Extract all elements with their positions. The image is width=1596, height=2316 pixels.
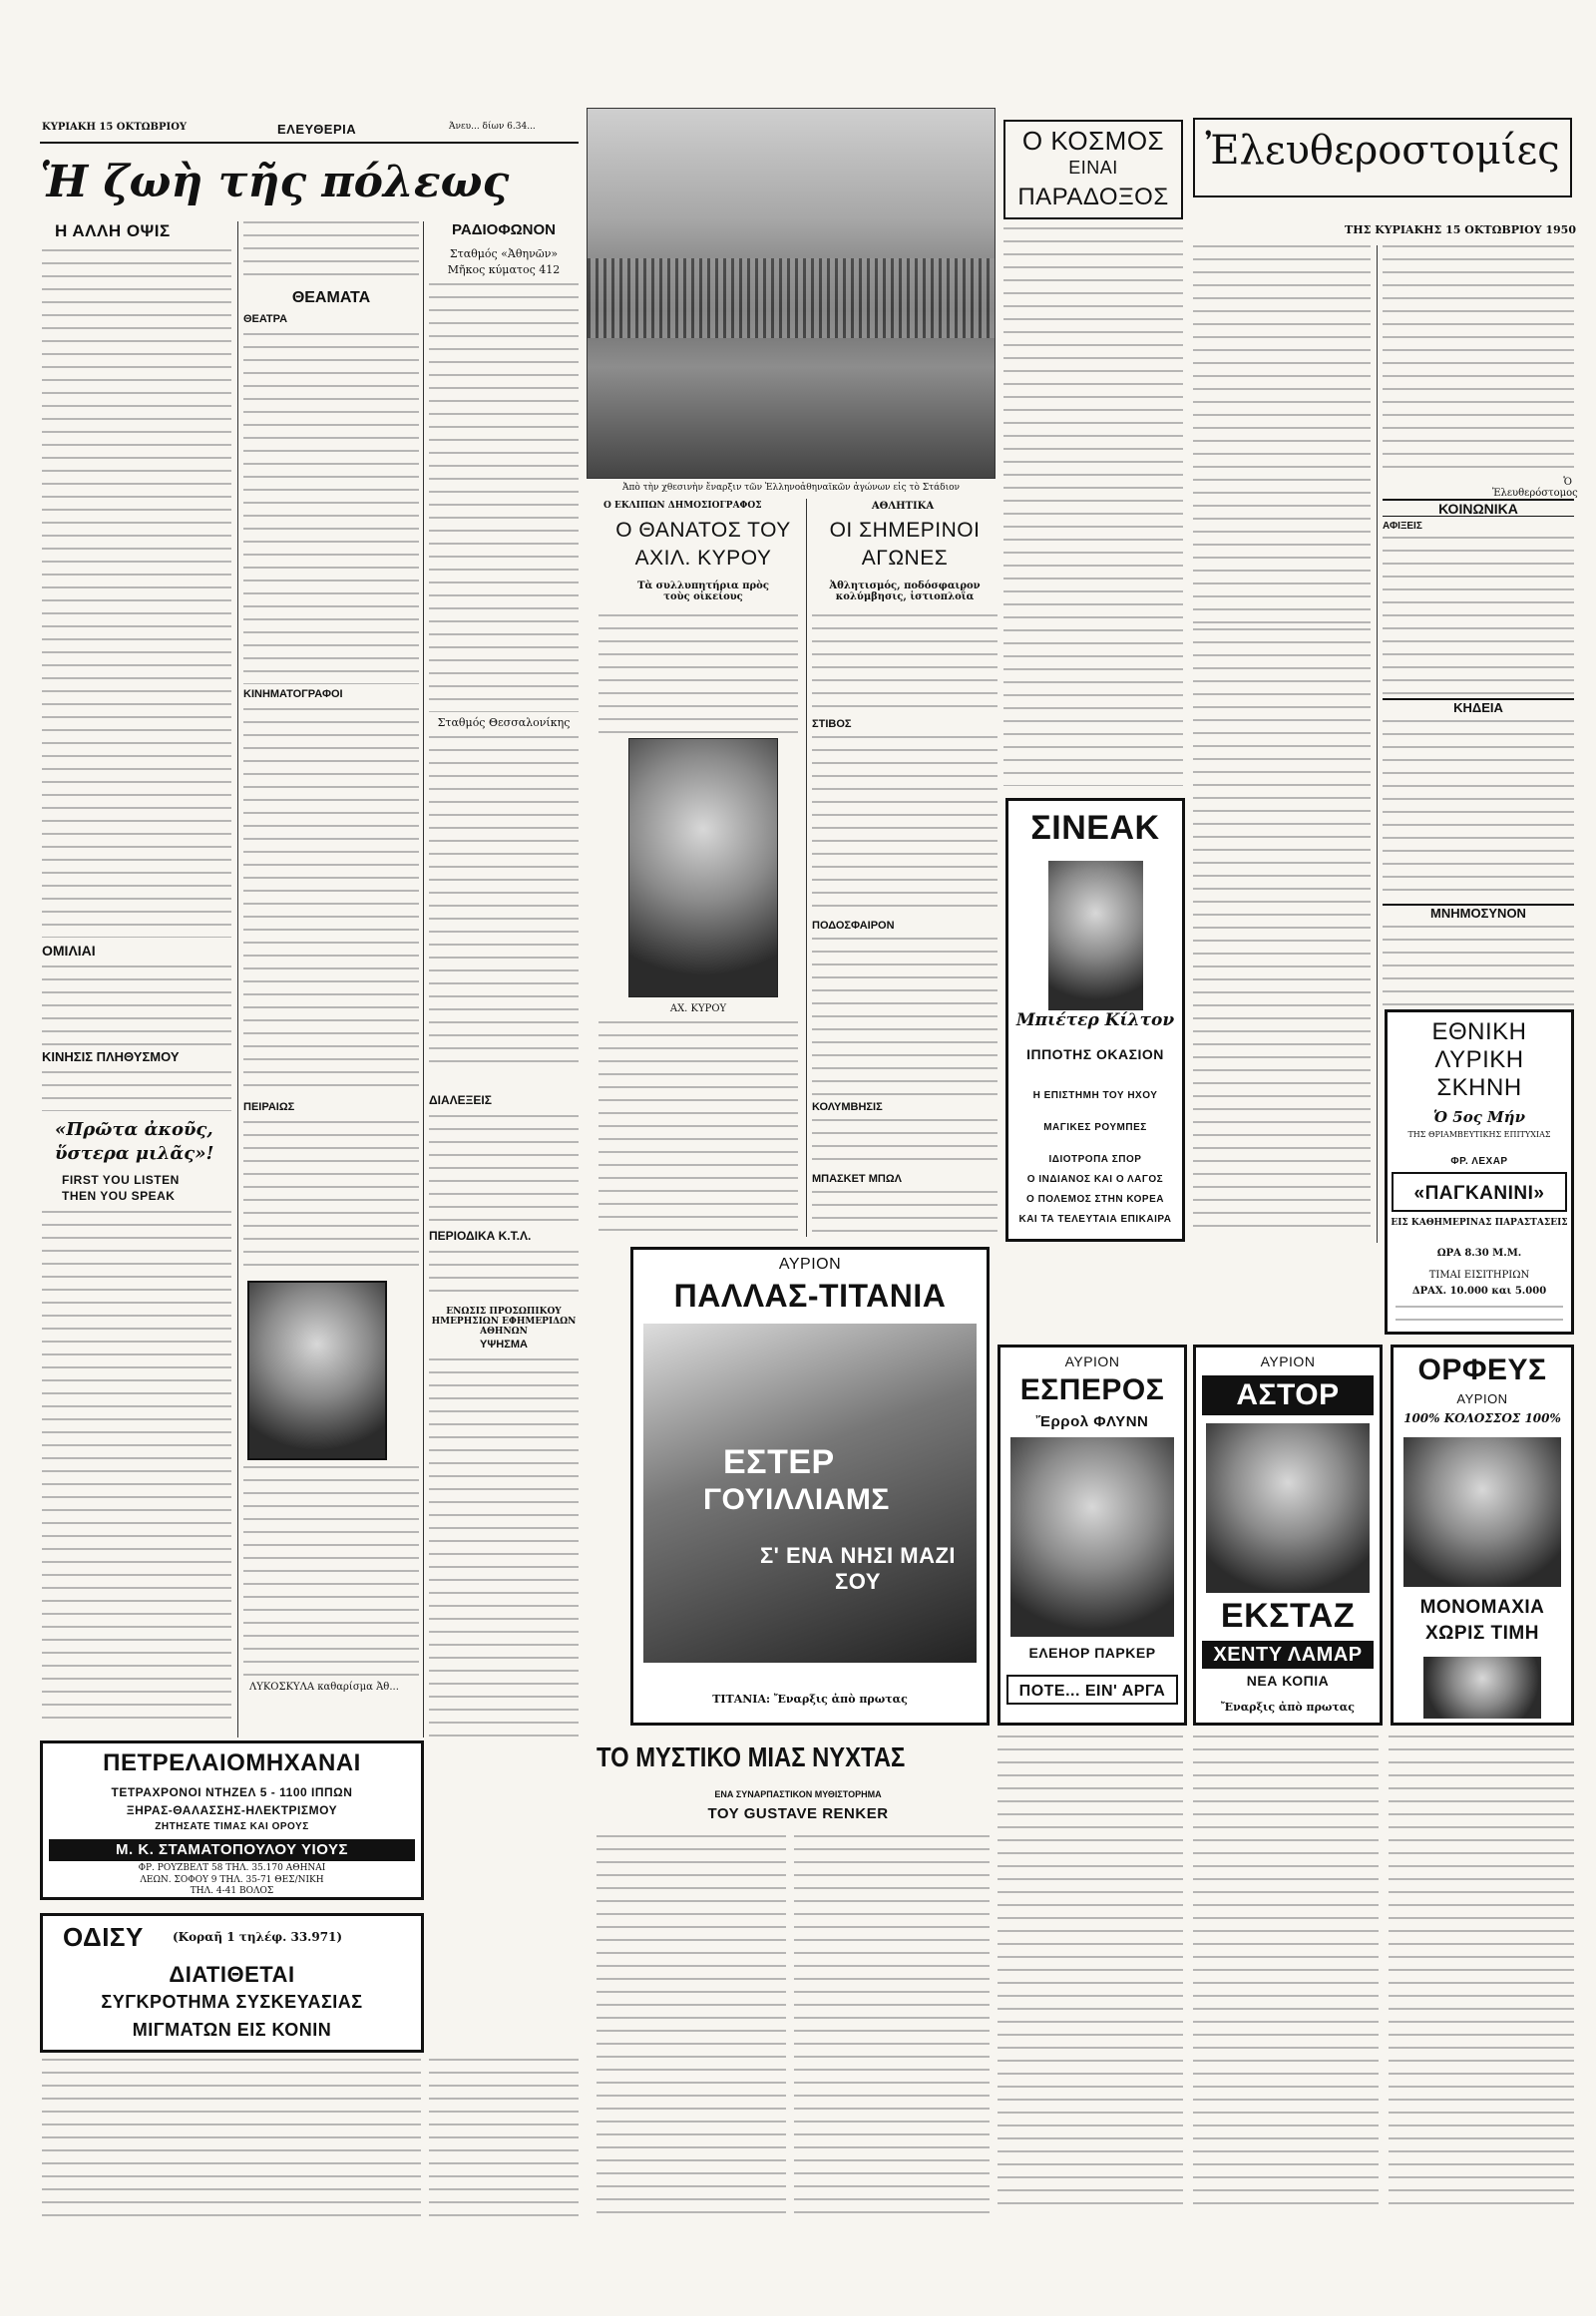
piraeus-listings	[243, 1121, 419, 1271]
odisy-title: ΟΔΙΣΥ	[63, 1922, 144, 1952]
esperos-film: ΠΟΤΕ... ΕΙΝ' ΑΡΓΑ	[1006, 1675, 1178, 1705]
opera-price: ΔΡΑΧ. 10.000 και 5.000	[1411, 1286, 1547, 1297]
kosmos-title: Ο ΚΟΣΜΟΣ	[1021, 126, 1165, 156]
petrel-ad	[40, 1740, 424, 1900]
basket-text	[812, 1191, 998, 1235]
orfeus-film: ΜΟΝΟΜΑΧΙΑ	[1419, 1597, 1545, 1618]
section-dialeksis: ΔΙΑΛΕΞΕΙΣ	[429, 1093, 492, 1107]
column-3-bottom-text	[429, 2059, 579, 2218]
obit-text-2	[598, 1021, 798, 1231]
pallas-star: ΕΣΤΕΡ	[723, 1443, 835, 1481]
esperos-star: Ἔρρολ ΦΛΥΝΝ	[1035, 1413, 1149, 1430]
kyrou-portrait	[628, 738, 778, 997]
koinonika-text	[1383, 537, 1574, 696]
kosmos-title: ΕΙΝΑΙ	[1068, 158, 1118, 178]
sub-kolym: ΚΟΛΥΜΒΗΣΙΣ	[812, 1101, 883, 1113]
english-line-1: FIRST YOU LISTEN	[62, 1173, 180, 1187]
opera-line: ΕΘΝΙΚΗ	[1431, 1018, 1527, 1045]
petrel-company: Μ. Κ. ΣΤΑΜΑΤΟΠΟΥΛΟΥ ΥΙΟΥΣ	[49, 1839, 415, 1861]
pallas-star: ΓΟΥΙΛΛΙΑΜΣ	[703, 1483, 890, 1516]
editorial-signature: Ὁ Ἐλευθερόστομος	[1492, 477, 1578, 499]
petrel-line: ΤΕΤΡΑΧΡΟΝΟΙ ΝΤΗΖΕΛ 5 - 1100 ΙΠΠΩΝ	[111, 1785, 353, 1799]
pallas-tomorrow: ΑΥΡΙΟΝ	[778, 1256, 842, 1273]
section-radio: ΡΑΔΙΟΦΩΝΟΝ	[451, 221, 556, 238]
esperos-title: ΕΣΠΕΡΟΣ	[1019, 1373, 1165, 1406]
sub-afikseis: ΑΦΙΞΕΙΣ	[1383, 521, 1422, 532]
sineak-ad	[1005, 798, 1185, 1242]
sineak-line: Η ΕΠΙΣΤΗΜΗ ΤΟΥ ΗΧΟΥ	[1032, 1090, 1158, 1101]
quote-line-2: ὕστερα μιλᾶς»!	[55, 1143, 214, 1164]
obit-headline: Ο ΘΑΝΑΤΟΣ ΤΟΥ	[615, 519, 791, 542]
pallas-footer: ΤΙΤΑΝΙΑ: Ἔναρξις ἀπὸ πρωτας	[712, 1693, 908, 1706]
column-divider	[423, 221, 424, 1737]
astor-note: ΝΕΑ ΚΟΠΙΑ	[1246, 1673, 1330, 1689]
story-text-3	[998, 1736, 1183, 2214]
masthead-rule	[40, 142, 579, 144]
sineak-title: ΣΙΝΕΑΚ	[1030, 809, 1160, 847]
stivos-text	[812, 736, 998, 916]
section-theamata: ΘΕΑΜΑΤΑ	[291, 289, 371, 306]
column-1-lower-text	[42, 1211, 231, 1730]
pallas-title: ΠΑΛΛΑΣ-ΤΙΤΑΝΙΑ	[673, 1278, 947, 1314]
orfeus-ad	[1391, 1345, 1574, 1726]
radio-program	[429, 283, 579, 712]
odisy-line: ΣΥΓΚΡΟΤΗΜΑ ΣΥΣΚΕΥΑΣΙΑΣ	[101, 1992, 363, 2012]
mnimosyno-text	[1383, 926, 1574, 1005]
kolym-text	[812, 1119, 998, 1169]
kosmos-text	[1003, 227, 1183, 786]
astor-poster	[1206, 1423, 1370, 1593]
pallas-poster	[643, 1324, 977, 1663]
page-note: Άνευ... δίων 6.34...	[449, 122, 536, 132]
opera-line: ΕΙΣ ΚΑΘΗΜΕΡΙΝΑΣ ΠΑΡΑΣΤΑΣΕΙΣ	[1391, 1218, 1568, 1228]
orfeus-portrait	[1423, 1657, 1541, 1719]
opera-ad	[1385, 1009, 1574, 1335]
sineak-film: ΙΠΠΟΤΗΣ ΟΚΑΣΙΟΝ	[1026, 1046, 1164, 1062]
periodika-text	[429, 1251, 579, 1301]
astor-title: ΑΣΤΟΡ	[1202, 1375, 1374, 1415]
column-date: ΤΗΣ ΚΥΡΙΑΚΗΣ 15 ΟΚΤΩΒΡΙΟΥ 1950	[1345, 223, 1576, 236]
section-mnimosyno: ΜΝΗΜΟΣΥΝΟΝ	[1383, 904, 1574, 922]
section-koinonika: ΚΟΙΝΩΝΙΚΑ	[1383, 499, 1574, 517]
sub-podos: ΠΟΔΟΣΦΑΙΡΟΝ	[812, 920, 895, 932]
column-divider	[237, 221, 238, 1737]
odisy-ad	[40, 1913, 424, 2053]
opera-time: ΩΡΑ 8.30 Μ.Μ.	[1436, 1248, 1522, 1259]
section-ypesisma: ΥΨΗΣΜΑ	[480, 1339, 528, 1351]
sub-kinimatografoi: ΚΙΝΗΜΑΤΟΓΡΑΦΟΙ	[243, 688, 343, 700]
orfeus-film: ΧΩΡΙΣ ΤΙΜΗ	[1425, 1623, 1539, 1644]
quote-line-1: «Πρῶτα ἀκοῦς,	[55, 1119, 213, 1140]
sports-text	[812, 614, 998, 714]
opera-line: ΛΥΡΙΚΗ	[1434, 1046, 1524, 1073]
stadium-photo	[587, 108, 996, 479]
sineak-star: Μπιέτερ Κίλτον	[1015, 1010, 1175, 1030]
column-divider	[806, 499, 807, 1237]
radio-program-2	[429, 736, 579, 1065]
opera-month: Ὁ 5ος Μήν	[1433, 1108, 1525, 1126]
opera-small-print	[1396, 1306, 1563, 1332]
column-divider	[1377, 245, 1378, 1243]
kinisis-text	[42, 1071, 231, 1111]
opera-prog: ΤΗΣ ΘΡΙΑΜΒΕΥΤΙΚΗΣ ΕΠΙΤΥΧΙΑΣ	[1407, 1130, 1551, 1139]
portrait-caption: ΛΥΚΟΣΚΥΛΑ καθαρίσμα Ἀθ...	[249, 1682, 399, 1693]
column-2-lower-text	[243, 1466, 419, 1676]
omilies-text	[42, 965, 231, 1045]
orfeus-title: ΟΡΦΕΥΣ	[1417, 1353, 1547, 1386]
esperos-poster	[1010, 1437, 1174, 1637]
sub-stivos: ΣΤΙΒΟΣ	[812, 718, 852, 730]
column-1-body-text	[42, 249, 231, 938]
story-title: ΤΟ ΜΥΣΤΙΚΟ ΜΙΑΣ ΝΥΧΤΑΣ	[597, 1741, 906, 1772]
odisy-body-text	[42, 2059, 421, 2218]
sub-peiraieus: ΠΕΙΡΑΙΩΣ	[243, 1101, 295, 1113]
kosmos-title: ΠΑΡΑΔΟΞΟΣ	[1017, 184, 1169, 210]
section-periodika: ΠΕΡΙΟΔΙΚΑ Κ.Τ.Λ.	[429, 1229, 532, 1243]
sineak-line: ΚΑΙ ΤΑ ΤΕΛΕΥΤΑΙΑ ΕΠΙΚΑΙΡΑ	[1018, 1214, 1172, 1225]
section-omilies: ΟΜΙΛΙΑΙ	[42, 943, 96, 959]
paper-name: ΕΛΕΥΘΕΡΙΑ	[277, 122, 357, 137]
eleftherostomies-box	[1193, 118, 1572, 197]
dialeksis-text	[429, 1115, 579, 1225]
section-kinisis: ΚΙΝΗΣΙΣ ΠΛΗΘΥΣΜΟΥ	[42, 1049, 180, 1064]
petrel-address: ΤΗΛ. 4-41 ΒΟΛΟΣ	[190, 1886, 274, 1896]
sports-subhead: Ἀθλητισμός, ποδόσφαιρον κολύμβησις, ἱστιοπλοΐα	[829, 580, 981, 602]
editorial-text-left-2	[1193, 628, 1371, 1227]
station-thessaloniki: Σταθμός Θεσσαλονίκης	[437, 716, 571, 729]
parade-crowd	[588, 258, 995, 338]
esperos-tomorrow: ΑΥΡΙΟΝ	[1064, 1353, 1120, 1369]
theatre-listings	[243, 333, 419, 684]
orfeus-tomorrow: ΑΥΡΙΟΝ	[1456, 1391, 1508, 1406]
story-text-5	[1389, 1736, 1574, 2214]
english-line-2: THEN YOU SPEAK	[62, 1189, 176, 1203]
odisy-address: (Κοραῆ 1 τηλέφ. 33.971)	[173, 1930, 343, 1944]
sports-headline: ΑΓΩΝΕΣ	[861, 547, 949, 570]
astor-star: ΧΕΝΤΥ ΛΑΜΑΡ	[1202, 1641, 1374, 1669]
column-2-top-text	[243, 221, 419, 283]
pallas-film: Σ' ΕΝΑ ΝΗΣΙ ΜΑΖΙ ΣΟΥ	[759, 1543, 957, 1594]
label-eklipon: Ο ΕΚΛΙΠΩΝ ΔΗΜΟΣΙΟΓΡΑΦΟΣ	[603, 501, 762, 511]
ypesisma-text	[429, 1358, 579, 1737]
kideia-text	[1383, 720, 1574, 900]
portrait-name: ΑΧ. ΚΥΡΟΥ	[669, 1003, 727, 1014]
editorial-text-left	[1193, 245, 1371, 624]
astor-film: ΕΚΣΤΑΖ	[1220, 1597, 1356, 1635]
obit-text	[598, 614, 798, 734]
story-text-1	[597, 1835, 786, 2214]
odisy-line: ΜΙΓΜΑΤΩΝ ΕΙΣ ΚΟΝΙΝ	[132, 2020, 332, 2040]
opera-tickets: ΤΙΜΑΙ ΕΙΣΙΤΗΡΙΩΝ	[1428, 1270, 1530, 1281]
label-athlitika: ΑΘΛΗΤΙΚΑ	[871, 501, 935, 512]
wavelength: Μῆκος κύματος 412	[447, 263, 561, 276]
esperos-ad	[998, 1345, 1187, 1726]
sineak-line: Ο ΠΟΛΕΜΟΣ ΣΤΗΝ ΚΟΡΕΑ	[1026, 1194, 1164, 1205]
sineak-line: Ο ΙΝΔΙΑΝΟΣ ΚΑΙ Ο ΛΑΓΟΣ	[1026, 1174, 1164, 1185]
actress-portrait	[247, 1281, 387, 1460]
editorial-text-right	[1383, 245, 1574, 475]
eleftherostomies-title: Ἐλευθεροστομίες	[1205, 128, 1560, 174]
sineak-line: ΜΑΓΙΚΕΣ ΡΟΥΜΠΕΣ	[1043, 1122, 1147, 1133]
sineak-line: ΙΔΙΟΤΡΟΠΑ ΣΠΟΡ	[1048, 1154, 1142, 1165]
sub-basket: ΜΠΑΣΚΕΤ ΜΠΩΛ	[812, 1173, 902, 1185]
section-headline: Ἡ ζωὴ τῆς πόλεως	[40, 157, 510, 207]
section-kideia: ΚΗΔΕΙΑ	[1383, 698, 1574, 716]
odisy-line: ΔΙΑΤΙΘΕΤΑΙ	[169, 1962, 295, 1987]
photo-caption: Ἀπὸ τὴν χθεσινὴν ἔναρξιν τῶν Ἑλληνοἀθηναϊκῶν ἀγώνων εἰς τὸ Στάδιον	[621, 483, 960, 493]
pallas-titania-ad	[630, 1247, 990, 1726]
astor-tomorrow: ΑΥΡΙΟΝ	[1260, 1353, 1316, 1369]
sports-headline: ΟΙ ΣΗΜΕΡΙΝΟΙ	[829, 519, 981, 542]
story-author: ΤΟΥ GUSTAVE RENKER	[707, 1805, 889, 1822]
column-title-alli-opsis: Η ΑΛΛΗ ΟΨΙΣ	[55, 221, 171, 240]
sub-theatra: ΘΕΑΤΡΑ	[243, 313, 288, 325]
story-text-2	[794, 1835, 990, 2214]
orfeus-note: 100% ΚΟΛΟΣΣΟΣ 100%	[1403, 1411, 1561, 1425]
opera-title: «ΠΑΓΚΑΝΙΝΙ»	[1392, 1172, 1567, 1212]
story-text-4	[1193, 1736, 1379, 2214]
petrel-line: ΖΗΤΗΣΑΤΕ ΤΙΜΑΣ ΚΑΙ ΟΡΟΥΣ	[155, 1821, 309, 1832]
petrel-title: ΠΕΤΡΕΛΑΙΟΜΗΧΑΝΑΙ	[103, 1749, 361, 1776]
petrel-address: ΦΡ. ΡΟΥΖΒΕΛΤ 58 ΤΗΛ. 35.170 ΑΘΗΝΑΙ	[138, 1863, 326, 1873]
opera-line: ΣΚΗΝΗ	[1436, 1074, 1522, 1101]
section-enosis: ΕΝΩΣΙΣ ΠΡΟΣΩΠΙΚΟΥ ΗΜΕΡΗΣΙΩΝ ΕΦΗΜΕΡΙΔΩΝ ΑΘΗΝΩΝ	[431, 1307, 577, 1337]
opera-composer: ΦΡ. ΛΕΧΑΡ	[1450, 1156, 1508, 1167]
podos-text	[812, 938, 998, 1097]
cinema-listings	[243, 708, 419, 1097]
astor-footer: Ἔναρξις ἀπὸ πρωτας	[1221, 1701, 1355, 1714]
keaton-caricature	[1048, 861, 1143, 1010]
station-athens: Σταθμός «Ἀθηνῶν»	[449, 247, 559, 260]
petrel-line: ΞΗΡΑΣ-ΘΑΛΑΣΣΗΣ-ΗΛΕΚΤΡΙΣΜΟΥ	[126, 1803, 338, 1817]
obit-subhead: Τὰ συλλυπητήρια πρὸς τοὺς οἰκείους	[637, 580, 769, 602]
orfeus-poster	[1403, 1437, 1561, 1587]
issue-date: ΚΥΡΙΑΚΗ 15 ΟΚΤΩΒΡΙΟΥ	[42, 122, 188, 133]
kosmos-box	[1003, 120, 1183, 219]
story-kicker: ΕΝΑ ΣΥΝΑΡΠΑΣΤΙΚΟΝ ΜΥΘΙΣΤΟΡΗΜΑ	[714, 1789, 882, 1799]
astor-ad	[1193, 1345, 1383, 1726]
esperos-star-2: ΕΛΕΗΟΡ ΠΑΡΚΕΡ	[1028, 1645, 1156, 1661]
petrel-address: ΛΕΩΝ. ΣΟΦΟΥ 9 ΤΗΛ. 35-71 ΘΕΣ/ΝΙΚΗ	[140, 1875, 324, 1885]
obit-headline: ΑΧΙΛ. ΚΥΡΟΥ	[634, 547, 772, 570]
